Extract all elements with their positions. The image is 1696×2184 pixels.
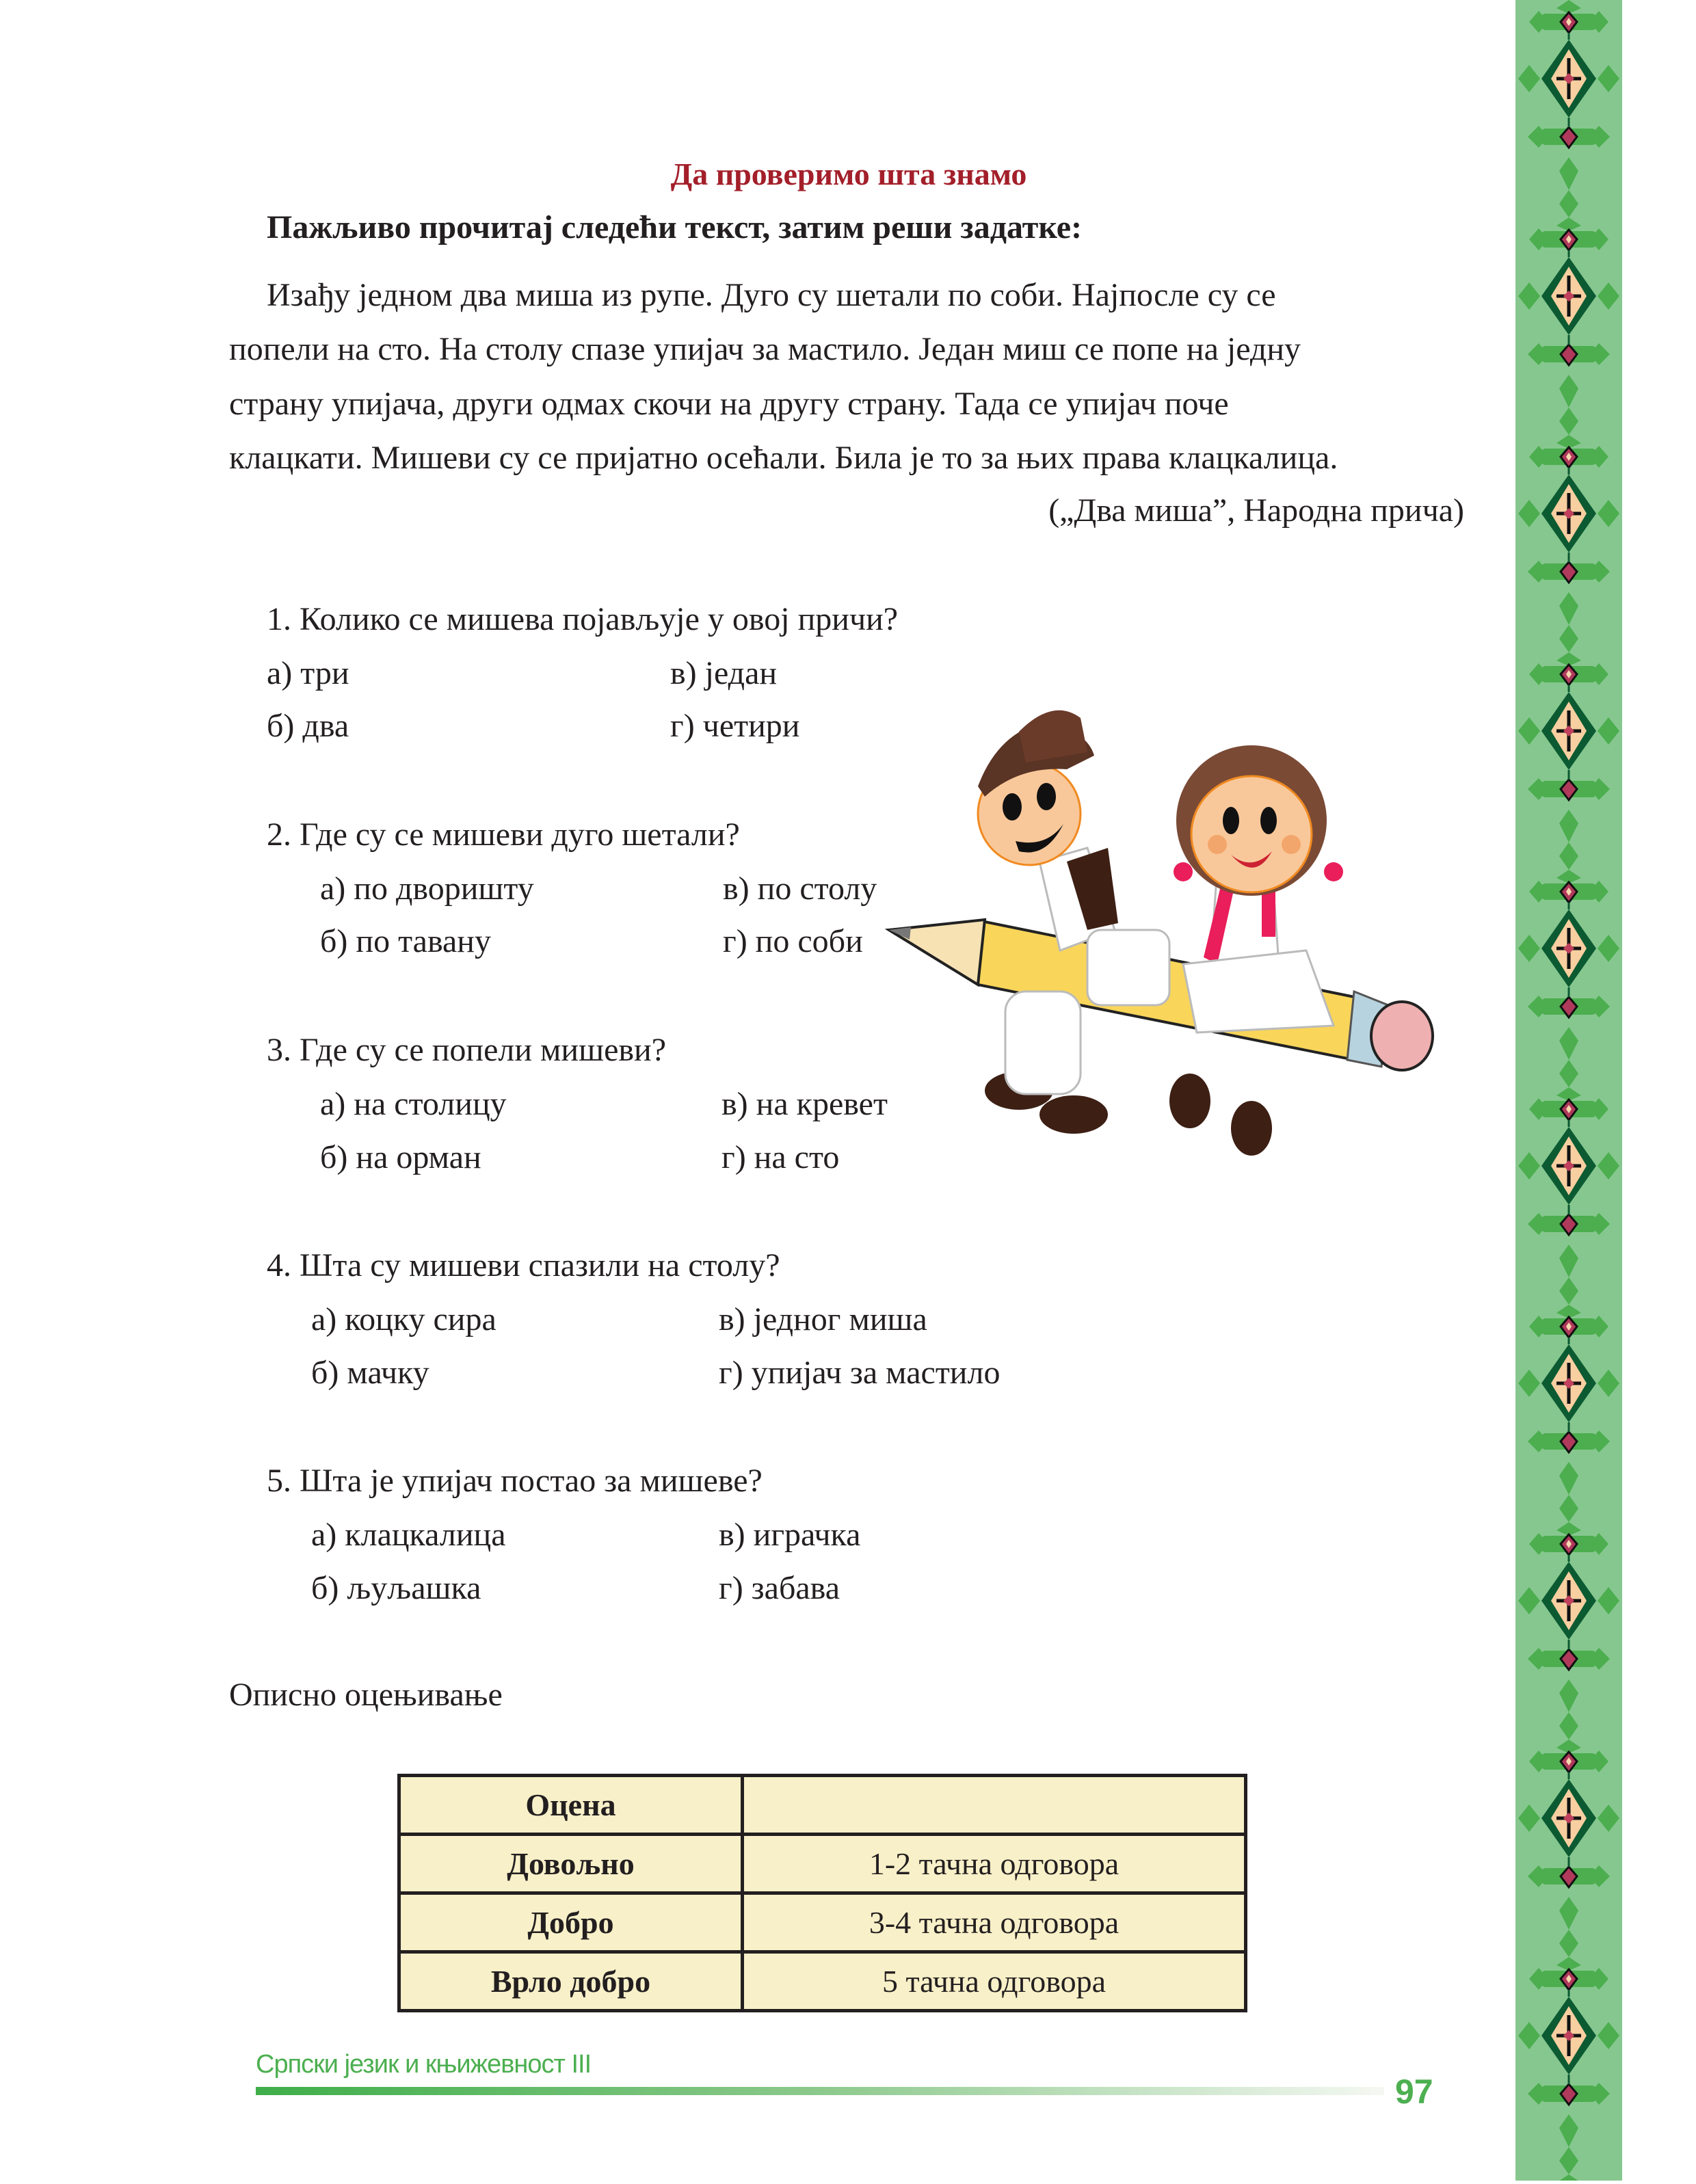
table-row xyxy=(399,1952,1246,2011)
criteria-cell: 5 тачна одговора xyxy=(743,1952,1246,2011)
grade-cell: Врло добро xyxy=(399,1952,743,2011)
option-a[interactable]: а) клацкалица xyxy=(311,1517,506,1553)
option-v[interactable]: в) једног миша xyxy=(719,1301,927,1337)
option-b[interactable]: б) два xyxy=(267,708,349,744)
grade-cell: Довољно xyxy=(399,1835,743,1893)
footer-book-title: Српски језик и књижевност III xyxy=(256,2050,592,2079)
option-g[interactable]: г) на сто xyxy=(721,1139,840,1175)
option-v[interactable]: в) играчка xyxy=(719,1517,861,1553)
question-1: 1. Колико се мишева појављује у овој причи? xyxy=(267,601,899,637)
option-g[interactable]: г) упијач за мастило xyxy=(719,1355,1001,1391)
criteria-header xyxy=(743,1776,1246,1835)
boy-figure xyxy=(978,710,1169,1134)
option-a[interactable]: а) по дворишту xyxy=(320,870,534,907)
criteria-cell: 3-4 тачна одговора xyxy=(743,1893,1246,1952)
option-b[interactable]: б) на орман xyxy=(320,1139,481,1175)
table-row xyxy=(399,1776,1246,1835)
option-v[interactable]: в) један xyxy=(670,655,778,691)
option-a[interactable]: а) три xyxy=(267,655,349,691)
grading-table xyxy=(397,1774,1247,2012)
story-citation: („Два миша”, Народна прича) xyxy=(1048,492,1464,529)
grade-cell: Добро xyxy=(399,1893,743,1952)
footer-gradient-bar xyxy=(256,2087,1384,2095)
table-row xyxy=(399,1835,1246,1893)
option-g[interactable]: г) забава xyxy=(719,1570,840,1606)
grading-label: Описно оцењивање xyxy=(229,1677,503,1713)
criteria-cell: 1-2 тачна одговора xyxy=(743,1835,1246,1893)
story-line: Изађу једном два миша из рупе. Дуго су шетали по соби. Најпосле су се xyxy=(267,277,1276,313)
instruction-text: Пажљиво прочитај следећи текст, затим реши задатке: xyxy=(267,209,1083,245)
option-a[interactable]: а) коцку сира xyxy=(311,1301,496,1337)
option-g[interactable]: г) четири xyxy=(670,708,800,744)
page-number: 97 xyxy=(1395,2073,1433,2111)
option-g[interactable]: г) по соби xyxy=(723,923,863,959)
question-5: 5. Шта је упијач постао за мишеве? xyxy=(267,1463,763,1499)
question-3: 3. Где су се попели мишеви? xyxy=(267,1032,667,1068)
story-line: страну упијача, други одмах скочи на другу страну. Тада се упијач поче xyxy=(229,386,1229,422)
story-line: клацкати. Мишеви су се пријатно осећали. Била је то за њих права клацкалица. xyxy=(229,440,1338,476)
kids-on-pencil-illustration xyxy=(882,704,1450,1162)
story-line: попели на сто. На столу спазе упијач за мастило. Један миш се попе на једну xyxy=(229,331,1301,367)
grade-header: Оцена xyxy=(399,1776,743,1835)
page-title xyxy=(0,156,1696,192)
option-v[interactable]: в) на кревет xyxy=(721,1086,888,1122)
ornamental-border-strip xyxy=(1515,0,1622,2181)
option-v[interactable]: в) по столу xyxy=(723,870,877,907)
option-b[interactable]: б) по тавану xyxy=(320,923,491,959)
heading-text: Да проверимо шта знамо xyxy=(670,157,1027,191)
folk-pattern-icon xyxy=(1515,0,1622,2181)
girl-figure xyxy=(1169,745,1343,1156)
option-b[interactable]: б) мачку xyxy=(311,1355,429,1391)
question-2: 2. Где су се мишеви дуго шетали? xyxy=(267,816,740,853)
option-a[interactable]: а) на столицу xyxy=(320,1086,507,1122)
option-b[interactable]: б) љуљашка xyxy=(311,1570,481,1606)
table-row xyxy=(399,1893,1246,1952)
question-4: 4. Шта су мишеви спазили на столу? xyxy=(267,1247,780,1283)
